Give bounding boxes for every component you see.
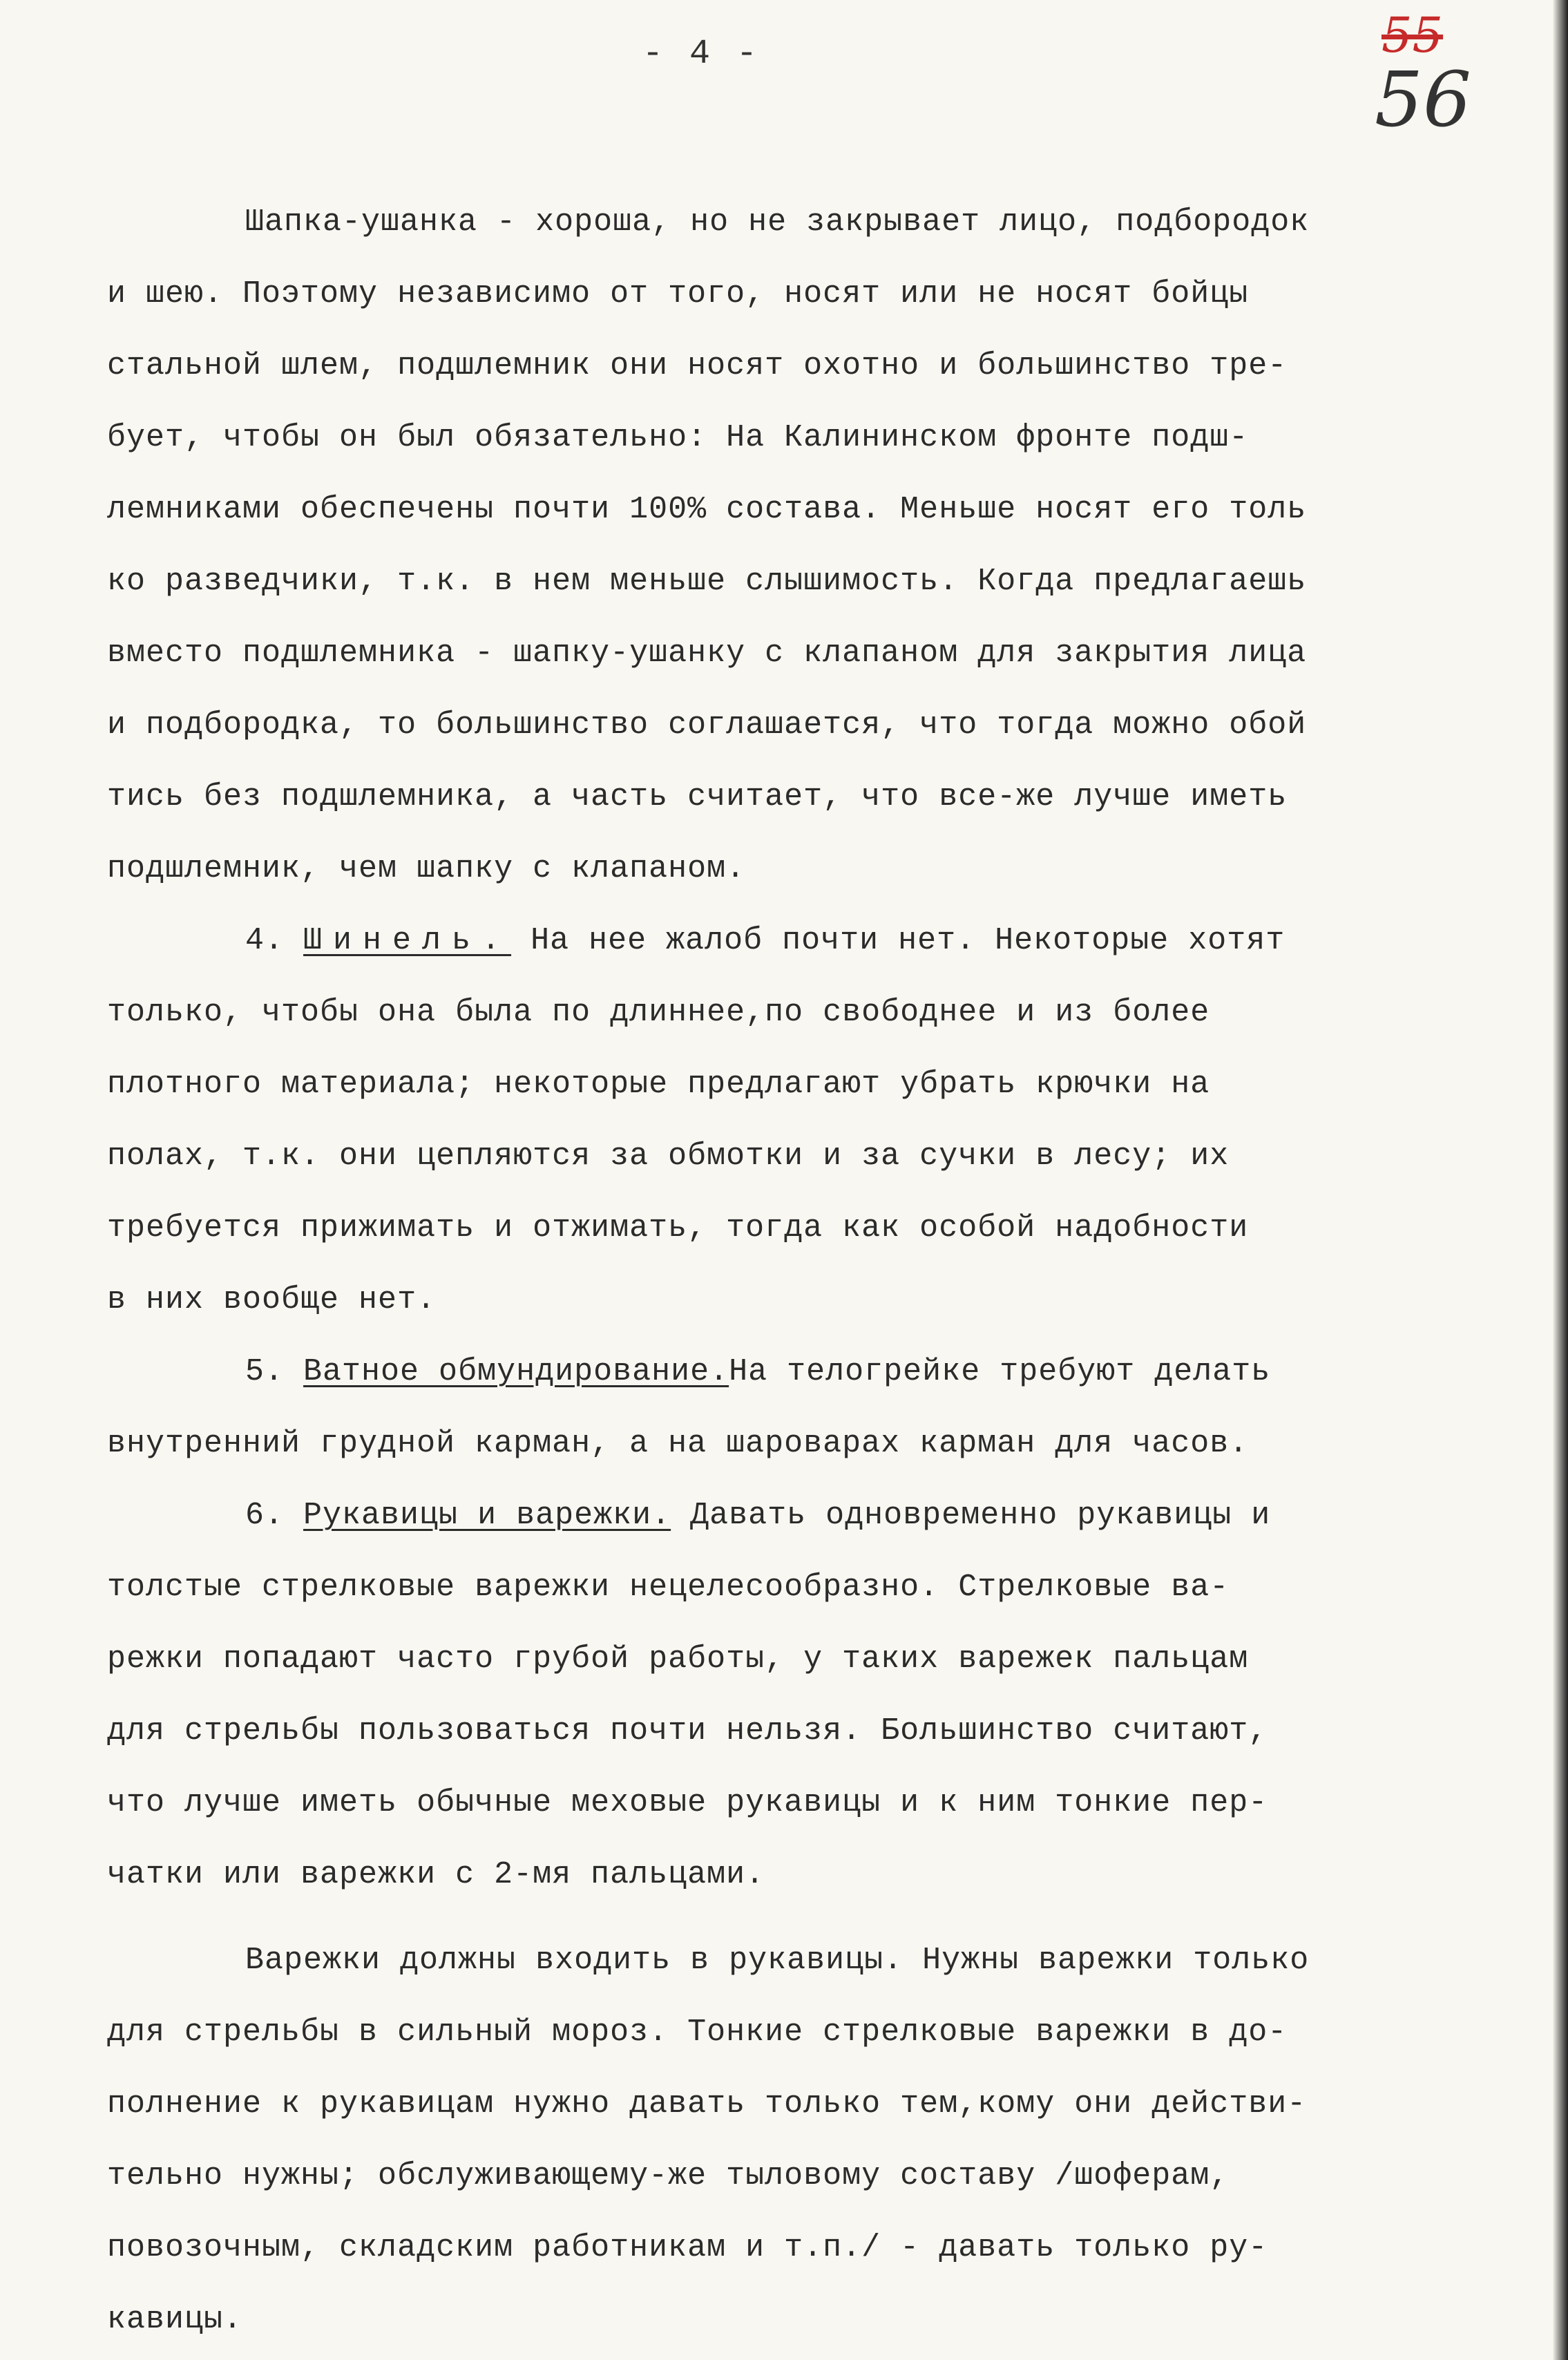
text-line: режки попадают часто грубой работы, у таких варежек пальцам bbox=[107, 1641, 1249, 1677]
paragraph-padded-uniform bbox=[107, 1336, 1544, 1480]
text-line bbox=[107, 1336, 1544, 1408]
archive-number: 56 bbox=[1375, 55, 1471, 144]
text-fragment: На нее жалоб почти нет. Некоторые хотят bbox=[511, 923, 1285, 958]
text-line: для стрельбы пользоваться почти нельзя. Большинство считают, bbox=[107, 1713, 1268, 1749]
text-line: тись без подшлемника, а часть считает, что все-же лучше иметь bbox=[107, 779, 1288, 815]
section-heading: Рукавицы и варежки. bbox=[303, 1498, 671, 1533]
text-line: плотного материала; некоторые предлагают убрать крючки на bbox=[107, 1067, 1210, 1102]
text-line: чатки или варежки с 2-мя пальцами. bbox=[107, 1857, 765, 1892]
item-number: 4. bbox=[245, 923, 285, 958]
text-line: повозочным, складским работникам и т.п./ - давать только ру- bbox=[107, 2230, 1268, 2265]
paragraph-greatcoat bbox=[107, 905, 1544, 1336]
text-line bbox=[107, 1480, 1544, 1552]
text-line: Варежки должны входить в рукавицы. Нужны варежки только bbox=[245, 1943, 1310, 1978]
text-line: в них вообще нет. bbox=[107, 1282, 437, 1317]
page-number: - 4 - bbox=[642, 35, 761, 74]
text-line: что лучше иметь обычные меховые рукавицы и к ним тонкие пер- bbox=[107, 1785, 1268, 1820]
paragraph-mittens-note bbox=[107, 1925, 1544, 2356]
text-line: Шапка-ушанка - хороша, но не закрывает лицо, подбородок bbox=[245, 204, 1310, 240]
item-number: 5. bbox=[245, 1354, 285, 1389]
text-line: только, чтобы она была по длиннее,по свободнее и из более bbox=[107, 995, 1210, 1030]
archive-number-crossed: 55 bbox=[1381, 7, 1444, 64]
archive-folio-mark bbox=[1354, 7, 1492, 159]
text-line: ко разведчики, т.к. в нем меньше слышимость. Когда предлагаешь bbox=[107, 564, 1307, 599]
text-fragment: На телогрейке требуют делать bbox=[729, 1354, 1271, 1389]
text-line: полах, т.к. они цепляются за обмотки и за сучки в лесу; их bbox=[107, 1139, 1230, 1174]
text-line: полнение к рукавицам нужно давать только тем,кому они действи- bbox=[107, 2086, 1307, 2122]
paragraph-helmet-liner bbox=[107, 187, 1544, 905]
scan-edge-shadow bbox=[1553, 0, 1568, 2360]
text-line: толстые стрелковые варежки нецелесообразно. Стрелковые ва- bbox=[107, 1570, 1230, 1605]
item-number: 6. bbox=[245, 1498, 285, 1533]
text-line: кавицы. bbox=[107, 2302, 243, 2337]
text-line: для стрельбы в сильный мороз. Тонкие стрелковые варежки в до- bbox=[107, 2015, 1288, 2050]
text-line: бует, чтобы он был обязательно: На Калининском фронте подш- bbox=[107, 420, 1249, 455]
text-line: подшлемник, чем шапку с клапаном. bbox=[107, 851, 746, 886]
text-line: внутренний грудной карман, а на шароварах карман для часов. bbox=[107, 1426, 1249, 1461]
text-line: лемниками обеспечены почти 100% состава. Меньше носят его толь bbox=[107, 492, 1307, 527]
text-line: вместо подшлемника - шапку-ушанку с клапаном для закрытия лица bbox=[107, 636, 1307, 671]
paragraph-gap bbox=[107, 1911, 1544, 1925]
paragraph-mittens-gloves bbox=[107, 1480, 1544, 1911]
text-line: и подбородка, то большинство соглашается, что тогда можно обой bbox=[107, 707, 1307, 743]
text-line: требуется прижимать и отжимать, тогда как особой надобности bbox=[107, 1210, 1249, 1246]
text-line bbox=[107, 905, 1544, 977]
document-body bbox=[107, 187, 1544, 2356]
section-heading: Шинель. bbox=[303, 923, 512, 958]
text-line: и шею. Поэтому независимо от того, носят или не носят бойцы bbox=[107, 276, 1249, 312]
text-fragment: Давать одновременно рукавицы и bbox=[671, 1498, 1271, 1533]
text-line: стальной шлем, подшлемник они носят охотно и большинство тре- bbox=[107, 348, 1288, 383]
text-line: тельно нужны; обслуживающему-же тыловому составу /шоферам, bbox=[107, 2158, 1230, 2194]
section-heading: Ватное обмундирование. bbox=[303, 1354, 729, 1389]
